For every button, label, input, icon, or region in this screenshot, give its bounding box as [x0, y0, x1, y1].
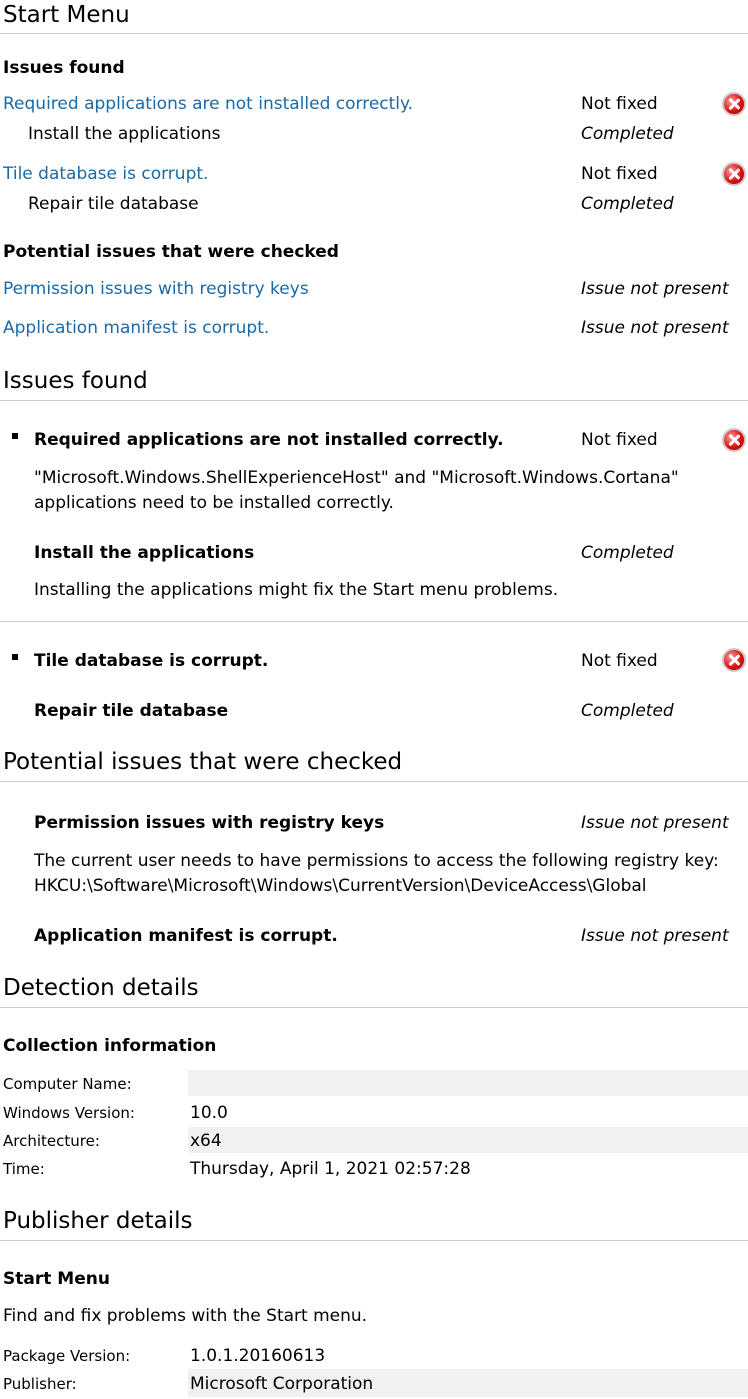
potential-title: Permission issues with registry keys [34, 813, 385, 833]
summary-potential-heading: Potential issues that were checked [3, 242, 339, 262]
issue-description: "Microsoft.Windows.ShellExperienceHost" and "Microsoft.Windows.Cortana" applications need to be installed correctly. [34, 468, 679, 513]
detail-label: Architecture: [3, 1132, 100, 1150]
action-title: Install the applications [34, 543, 255, 563]
detection-heading: Detection details [3, 975, 199, 1001]
detail-value: 10.0 [190, 1103, 228, 1123]
potential-status: Issue not present [581, 926, 729, 946]
summary-issue-link[interactable]: Required applications are not installed correctly. [3, 94, 414, 114]
potential-status: Issue not present [581, 813, 729, 833]
summary-issue-link[interactable]: Tile database is corrupt. [3, 164, 209, 184]
error-x-icon [722, 648, 746, 672]
bullet [12, 433, 18, 439]
summary-potential-status: Issue not present [581, 279, 729, 299]
divider [0, 400, 748, 401]
detail-value: Thursday, April 1, 2021 02:57:28 [190, 1159, 471, 1179]
error-x-icon [722, 428, 746, 452]
publisher-value: 1.0.1.20160613 [190, 1346, 326, 1366]
divider [0, 1007, 748, 1008]
summary-issue-status: Not fixed [581, 94, 658, 114]
detail-label: Computer Name: [3, 1075, 132, 1093]
action-status: Completed [581, 701, 674, 721]
detail-label: Time: [3, 1160, 45, 1178]
issue-status: Not fixed [581, 430, 658, 450]
summary-potential-link[interactable]: Application manifest is corrupt. [3, 318, 270, 338]
summary-potential-status: Issue not present [581, 318, 729, 338]
publisher-heading: Publisher details [3, 1208, 193, 1234]
divider [0, 781, 748, 782]
error-x-icon [722, 92, 746, 116]
action-title: Repair tile database [34, 701, 229, 721]
divider [0, 1240, 748, 1241]
detail-value: x64 [190, 1131, 222, 1151]
summary-action-status: Completed [581, 194, 674, 214]
summary-issue-status: Not fixed [581, 164, 658, 184]
issues-section-heading: Issues found [3, 368, 148, 394]
divider [0, 33, 748, 34]
summary-action-label: Install the applications [28, 124, 221, 144]
divider [0, 621, 748, 622]
summary-issues-heading: Issues found [3, 58, 125, 78]
issue-title: Required applications are not installed correctly. [34, 430, 504, 450]
bullet [12, 654, 18, 660]
publisher-description: Find and fix problems with the Start menu. [3, 1306, 368, 1326]
issue-status: Not fixed [581, 651, 658, 671]
row-shade [188, 1127, 748, 1153]
summary-potential-link[interactable]: Permission issues with registry keys [3, 279, 309, 299]
issue-title: Tile database is corrupt. [34, 651, 269, 671]
action-description: Installing the applications might fix the Start menu problems. [34, 580, 559, 600]
row-shade [188, 1070, 748, 1096]
publisher-label: Publisher: [3, 1375, 77, 1393]
detail-label: Windows Version: [3, 1104, 135, 1122]
publisher-value: Microsoft Corporation [190, 1374, 374, 1394]
potential-section-heading: Potential issues that were checked [3, 749, 403, 775]
collection-heading: Collection information [3, 1036, 217, 1056]
error-x-icon [722, 162, 746, 186]
action-status: Completed [581, 543, 674, 563]
summary-action-label: Repair tile database [28, 194, 199, 214]
page-title: Start Menu [3, 2, 130, 28]
summary-action-status: Completed [581, 124, 674, 144]
publisher-label: Package Version: [3, 1347, 131, 1365]
potential-description: The current user needs to have permissions to access the following registry key: HKCU:\Software\Microsoft\Windows\CurrentVersion\DeviceAccess\Global [34, 851, 719, 896]
publisher-subheading: Start Menu [3, 1269, 110, 1289]
potential-title: Application manifest is corrupt. [34, 926, 338, 946]
